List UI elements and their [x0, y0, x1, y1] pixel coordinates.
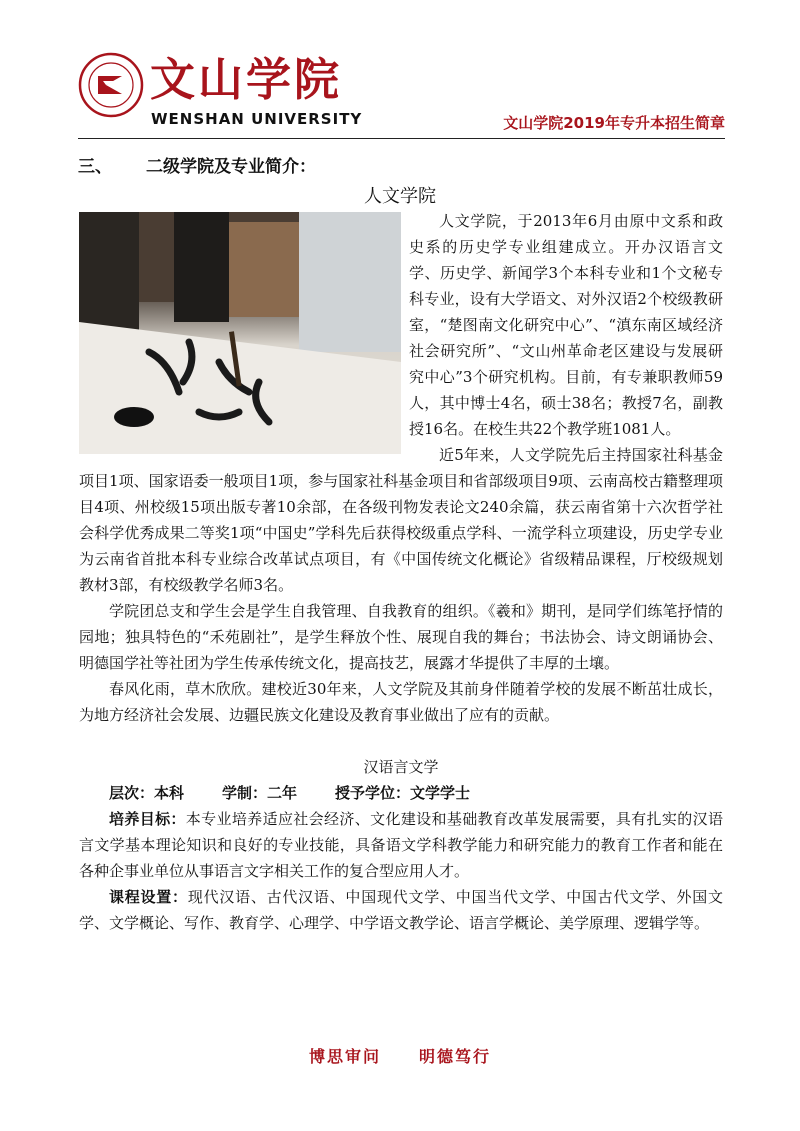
document-title: 文山学院2019年专升本招生简章	[503, 114, 725, 132]
college-paragraph-1: 人文学院，于2013年6月由原中文系和政史系的历史学专业组建成立。开办汉语言文学、历史学、新闻学3个本科专业和1个文秘专科专业，设有大学语文、对外汉语2个校级教研室，“楚图南文化研究中心”、“滇东南区域经济社会研究所”、“文山州革命老区建设与发展研究中心”3个研究机构。目前，有专兼职教师59人，其中博士4名，硕士38名；教授7名，副教授16名。在校生共22个教学班1081人。	[79, 208, 723, 442]
college-title: 人文学院	[364, 186, 436, 207]
course-label: 课程设置：	[109, 888, 188, 906]
college-intro	[79, 208, 723, 936]
header-divider	[78, 138, 725, 139]
college-paragraph-4: 春风化雨，草木欣欣。建校近30年来，人文学院及其前身伴随着学校的发展不断茁壮成长，为地方经济社会发展、边疆民族文化建设及教育事业做出了应有的贡献。	[79, 680, 723, 724]
university-seal-logo	[78, 52, 144, 118]
logo-english-name: WENSHAN UNIVERSITY	[151, 110, 363, 128]
college-paragraph-3: 学院团总支和学生会是学生自我管理、自我教育的组织。《羲和》期刊，是同学们练笔抒情的园地；独具特色的“禾苑剧社”，是学生释放个性、展现自我的舞台；书法协会、诗文朗诵协会、明德国学社等社团为学生传承传统文化，提高技艺，展露才华提供了丰厚的土壤。	[79, 602, 723, 672]
major-duration: 学制：二年	[222, 784, 298, 802]
college-paragraph-2: 近5年来，人文学院先后主持国家社科基金项目1项、国家语委一般项目1项，参与国家社科基金项目和省部级项目9项、云南高校古籍整理项目4项、州校级15项出版专著10余部，在各级刊物发表论文240余篇，获云南省第十六次哲学社会科学优秀成果二等奖1项“中国史”学科先后获得校级重点学科、一流学科立项建设，历史学专业为云南省首批本科专业综合改革试点项目，有《中国传统文化概论》省级精品课程，厅校级规划教材3部，有校级教学名师3名。	[79, 446, 723, 594]
calligraphy-photo	[79, 212, 401, 454]
major-level: 层次：本科	[109, 784, 185, 802]
major-goal	[79, 806, 723, 884]
major-title: 汉语言文学	[363, 758, 439, 776]
course-text: 现代汉语、古代汉语、中国现代文学、中国当代文学、中国古代文学、外国文学、文学概论、写作、教育学、心理学、中学语文教学论、语言学概论、美学原理、逻辑学等。	[79, 888, 723, 932]
spacer	[79, 728, 723, 754]
footer-motto	[0, 1044, 800, 1067]
goal-text: 本专业培养适应社会经济、文化建设和基础教育改革发展需要，具有扎实的汉语言文学基本理论知识和良好的专业技能，具备语文学科教学能力和研究能力的教育工作者和能在各种企事业单位从事语言文字相关工作的复合型应用人才。	[79, 810, 723, 880]
section-heading	[78, 152, 316, 177]
goal-label: 培养目标：	[109, 810, 186, 828]
logo-chinese-name: 文山学院	[150, 53, 343, 106]
section-title: 二级学院及专业简介：	[146, 157, 316, 177]
section-number: 三、	[78, 157, 112, 177]
major-meta	[79, 780, 723, 806]
major-degree: 授予学位：文学学士	[335, 784, 471, 802]
motto-right: 明德笃行	[419, 1047, 492, 1066]
motto-left: 博思审问	[308, 1047, 381, 1066]
major-courses	[79, 884, 723, 936]
